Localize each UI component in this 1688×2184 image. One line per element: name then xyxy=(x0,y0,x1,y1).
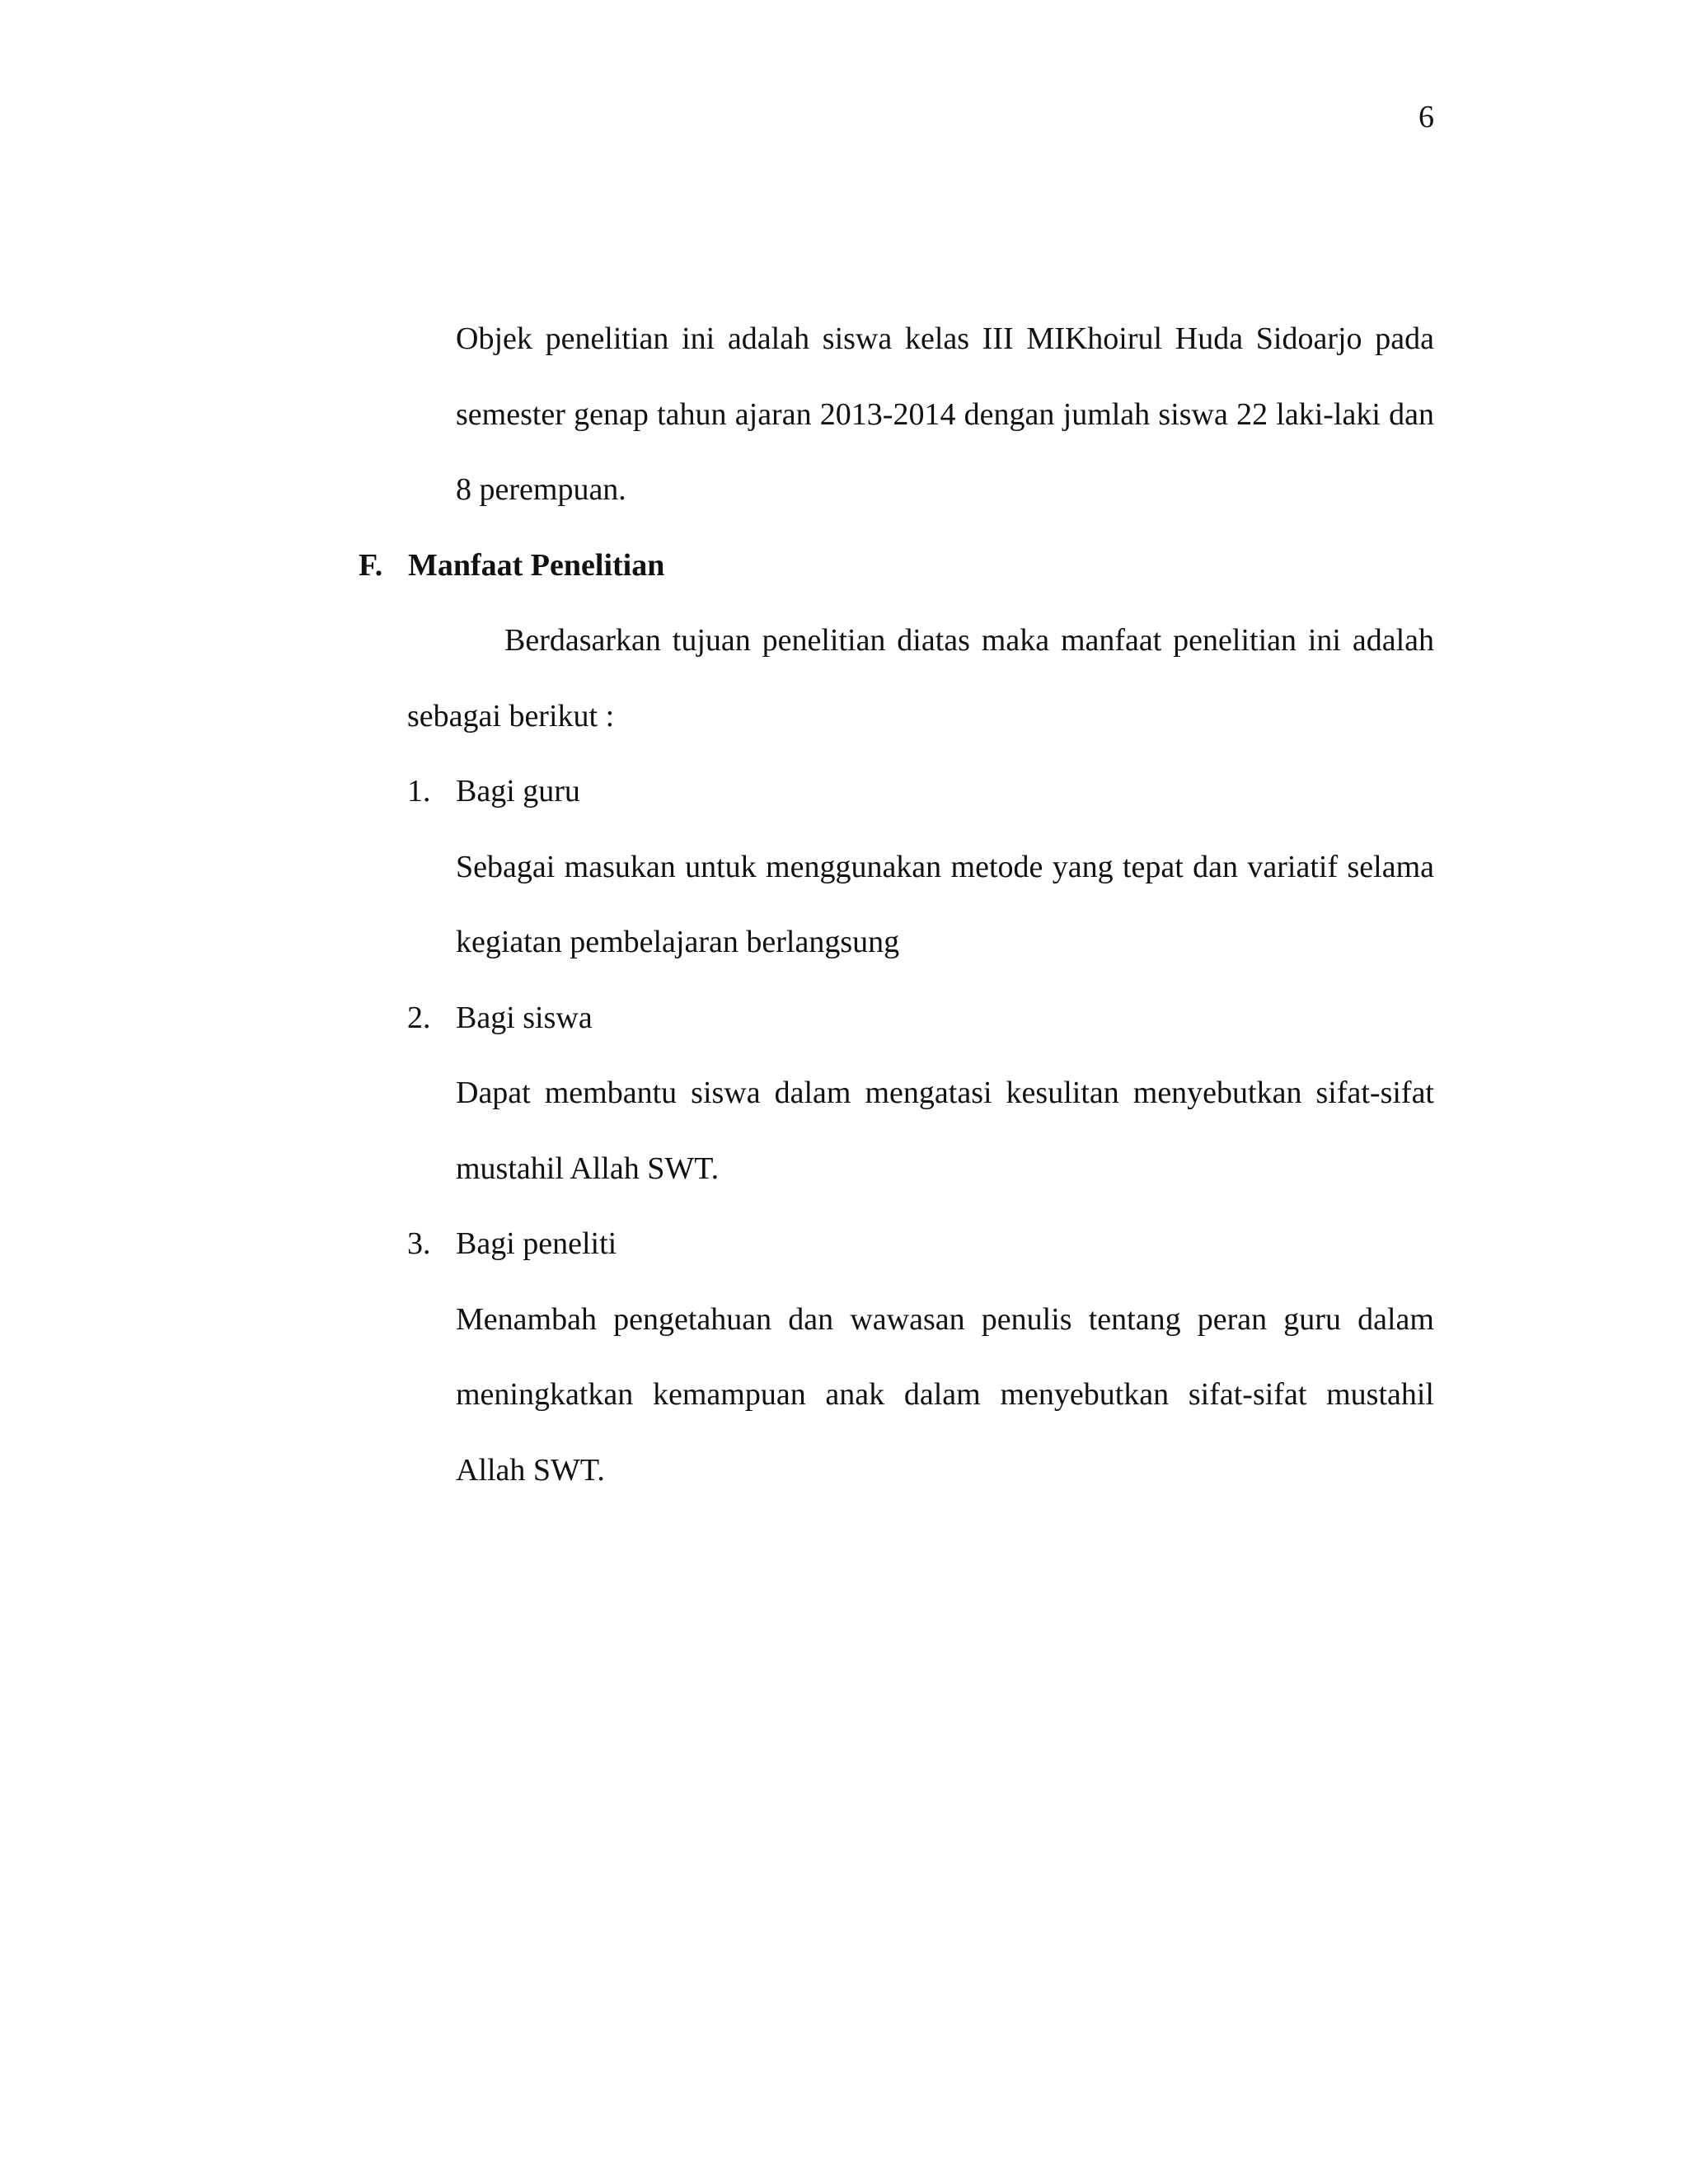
section-letter: F. xyxy=(359,547,383,583)
list-item-text: Menambah pengetahuan dan wawasan penulis tentang peran guru dalam meningkatkan kemampuan anak dalam menyebutkan sifat-sifat mustahil Allah SWT. xyxy=(456,1301,1434,1488)
list-item-number: 2. xyxy=(407,1000,431,1035)
list-item-title xyxy=(407,981,1434,1057)
list-item-text: Dapat membantu siswa dalam mengatasi kesulitan menyebutkan sifat-sifat mustahil Allah SWT. xyxy=(456,1076,1434,1186)
section-lead-paragraph: Berdasarkan tujuan penelitian diatas maka manfaat penelitian ini adalah sebagai berikut : xyxy=(407,623,1434,733)
benefit-list xyxy=(359,754,1434,1508)
list-item-label: Bagi peneliti xyxy=(456,1226,617,1261)
list-item-title xyxy=(407,754,1434,830)
section-title: Manfaat Penelitian xyxy=(408,547,665,583)
section-heading xyxy=(359,528,1434,604)
intro-paragraph: Objek penelitian ini adalah siswa kelas III MIKhoirul Huda Sidoarjo pada semester genap tahun ajaran 2013-2014 dengan jumlah siswa 22 laki-laki dan 8 perempuan. xyxy=(456,321,1434,507)
section-body xyxy=(407,603,1434,754)
list-item-title xyxy=(407,1207,1434,1282)
list-item-number: 3. xyxy=(407,1226,431,1261)
page-number: 6 xyxy=(1418,100,1434,134)
list-item-label: Bagi siswa xyxy=(456,1000,593,1035)
list-item-text: Sebagai masukan untuk menggunakan metode yang tepat dan variatif selama kegiatan pembelajaran berlangsung xyxy=(456,849,1434,959)
list-item-number: 1. xyxy=(407,774,431,808)
list-item-label: Bagi guru xyxy=(456,774,580,808)
document-body xyxy=(359,302,1434,1508)
